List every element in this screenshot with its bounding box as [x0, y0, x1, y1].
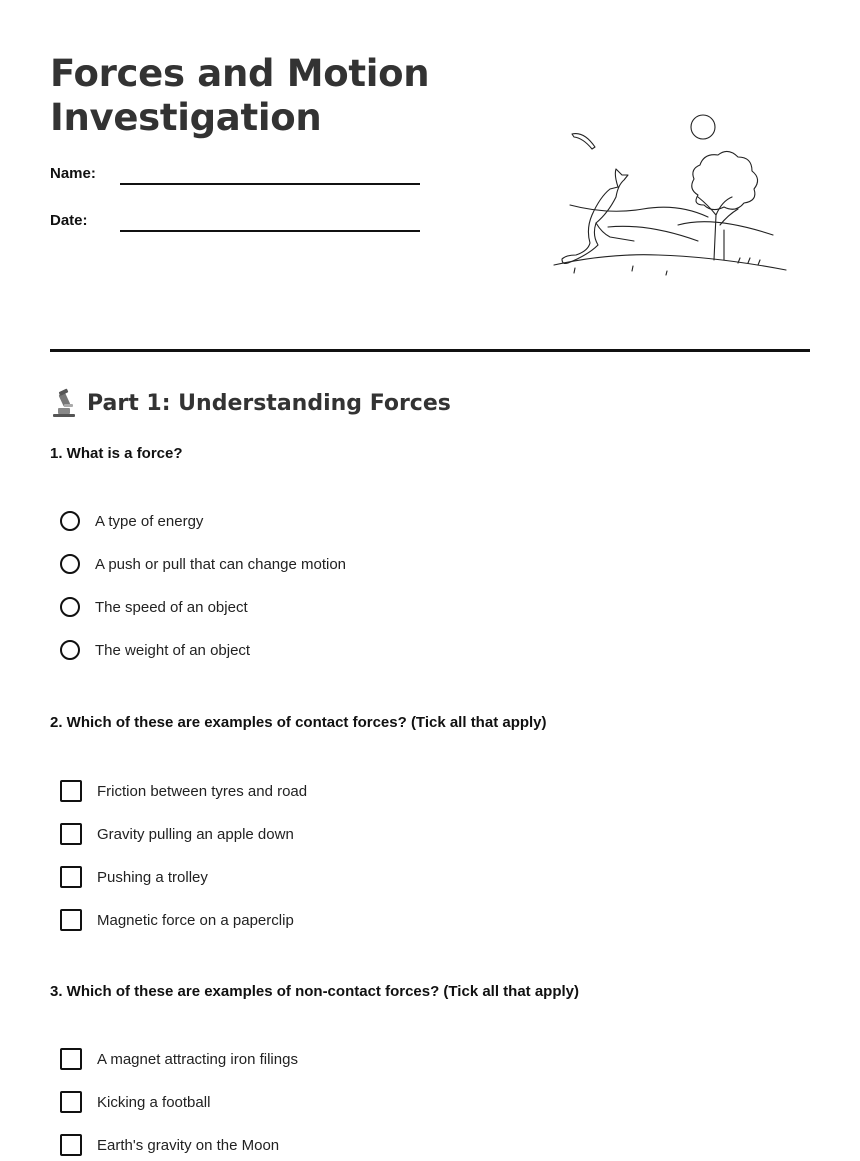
option-label: A magnet attracting iron filings [97, 1050, 298, 1068]
q1-option-4[interactable] [60, 640, 250, 660]
name-input-line[interactable] [120, 183, 420, 185]
sun-icon [691, 115, 715, 139]
question-2: 2. Which of these are examples of contact forces? (Tick all that apply) [50, 714, 547, 731]
q1-option-2[interactable] [60, 554, 346, 574]
option-label: The speed of an object [95, 598, 248, 616]
boomerang-icon [572, 134, 595, 149]
option-label: Friction between tyres and road [97, 782, 308, 800]
q3-option-1[interactable] [60, 1048, 298, 1070]
radio-button[interactable] [60, 511, 80, 531]
q3-option-2[interactable] [60, 1091, 210, 1113]
microscope-icon [50, 388, 78, 418]
question-1: 1. What is a force? [50, 445, 183, 462]
checkbox[interactable] [60, 1134, 82, 1156]
checkbox[interactable] [60, 823, 82, 845]
section-heading-part-1 [50, 388, 451, 418]
name-label: Name: [50, 165, 96, 182]
date-field [50, 212, 420, 229]
option-label: Earth's gravity on the Moon [97, 1136, 280, 1154]
checkbox[interactable] [60, 780, 82, 802]
radio-button[interactable] [60, 640, 80, 660]
option-label: A push or pull that can change motion [95, 555, 347, 573]
kangaroo-icon [562, 169, 628, 264]
worksheet-title [50, 52, 490, 140]
checkbox[interactable] [60, 909, 82, 931]
name-field [50, 165, 420, 182]
option-label: A type of energy [95, 512, 204, 530]
q2-option-4[interactable] [60, 909, 294, 931]
option-label: The weight of an object [95, 641, 251, 659]
question-3: 3. Which of these are examples of non-contact forces? (Tick all that apply) [50, 983, 580, 1000]
checkbox[interactable] [60, 1048, 82, 1070]
q1-option-3[interactable] [60, 597, 248, 617]
radio-button[interactable] [60, 597, 80, 617]
q3-option-3[interactable] [60, 1134, 279, 1156]
date-input-line[interactable] [120, 230, 420, 232]
option-label: Gravity pulling an apple down [97, 825, 294, 843]
title-line-2: Investigation [50, 96, 322, 139]
q2-option-2[interactable] [60, 823, 294, 845]
header-divider [50, 349, 810, 352]
tree-icon [692, 151, 758, 209]
q1-option-1[interactable] [60, 511, 203, 531]
title-line-1: Forces and Motion [50, 52, 430, 95]
checkbox[interactable] [60, 866, 82, 888]
q2-option-1[interactable] [60, 780, 307, 802]
option-label: Kicking a football [97, 1093, 211, 1111]
checkbox[interactable] [60, 1091, 82, 1113]
option-label: Pushing a trolley [97, 868, 208, 886]
section-title: Part 1: Understanding Forces [87, 390, 451, 416]
date-label: Date: [50, 212, 88, 229]
radio-button[interactable] [60, 554, 80, 574]
option-label: Magnetic force on a paperclip [97, 911, 294, 929]
kangaroo-outback-illustration [548, 105, 793, 285]
q2-option-3[interactable] [60, 866, 208, 888]
